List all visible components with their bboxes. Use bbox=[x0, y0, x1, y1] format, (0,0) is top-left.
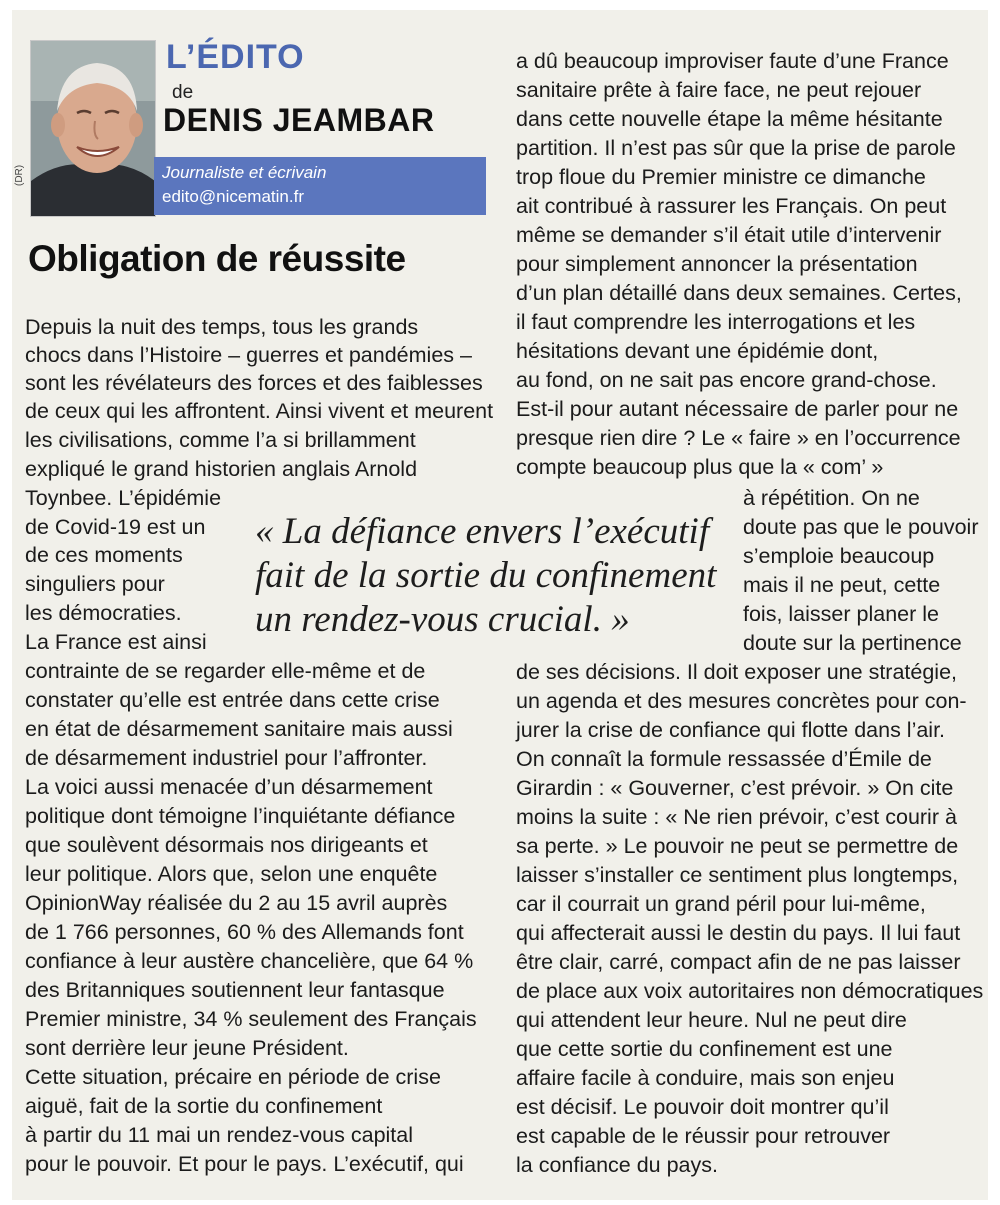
text-line: de ces moments bbox=[25, 543, 183, 567]
text-line: les démocraties. bbox=[25, 601, 182, 625]
text-line: que cette sortie du confinement est une bbox=[516, 1037, 893, 1061]
text-line: chocs dans l’Histoire – guerres et pandémies – bbox=[25, 343, 472, 367]
text-line: fois, laisser planer le bbox=[743, 602, 939, 626]
text-line: de Covid-19 est un bbox=[25, 515, 206, 539]
text-line: aiguë, fait de la sortie du confinement bbox=[25, 1094, 383, 1118]
text-line: sont derrière leur jeune Président. bbox=[25, 1036, 349, 1060]
text-line: qui attendent leur heure. Nul ne peut dire bbox=[516, 1008, 907, 1032]
text-line: d’un plan détaillé dans deux semaines. Certes, bbox=[516, 281, 962, 305]
text-line: est décisif. Le pouvoir doit montrer qu’il bbox=[516, 1095, 889, 1119]
section-kicker: L’ÉDITO bbox=[166, 38, 305, 76]
text-line: sont les révélateurs des forces et des faiblesses bbox=[25, 371, 483, 395]
pull-quote-line: « La défiance envers l’exécutif bbox=[255, 511, 710, 552]
text-line: pour le pouvoir. Et pour le pays. L’exécutif, qui bbox=[25, 1152, 464, 1176]
text-line: car il courrait un grand péril pour lui-même, bbox=[516, 892, 926, 916]
text-line: qui affecterait aussi le destin du pays. Il lui faut bbox=[516, 921, 961, 945]
text-line: un agenda et des mesures concrètes pour con- bbox=[516, 689, 967, 713]
text-line: de ses décisions. Il doit exposer une stratégie, bbox=[516, 660, 958, 684]
author-name: DENIS JEAMBAR bbox=[163, 102, 435, 138]
text-line: être clair, carré, compact afin de ne pas laisser bbox=[516, 950, 961, 974]
text-line: Depuis la nuit des temps, tous les grands bbox=[25, 315, 419, 339]
text-line: affaire facile à conduire, mais son enjeu bbox=[516, 1066, 895, 1090]
text-line: doute pas que le pouvoir bbox=[743, 515, 979, 539]
photo-credit: (DR) bbox=[14, 164, 25, 186]
text-line: des Britanniques soutiennent leur fantasque bbox=[25, 978, 445, 1002]
text-line: On connaît la formule ressassée d’Émile de bbox=[516, 747, 932, 771]
text-line: jurer la crise de confiance qui flotte dans l’air. bbox=[516, 718, 946, 742]
author-role: Journaliste et écrivain bbox=[162, 163, 327, 182]
text-line: confiance à leur austère chancelière, que 64 % bbox=[25, 949, 474, 973]
text-line: Toynbee. L’épidémie bbox=[25, 486, 222, 510]
author-photo bbox=[30, 40, 156, 217]
text-line: partition. Il n’est pas sûr que la prise de parole bbox=[516, 136, 956, 160]
text-line: sanitaire prête à faire face, ne peut rejouer bbox=[516, 78, 922, 102]
text-line: de désarmement industriel pour l’affronter. bbox=[25, 746, 428, 770]
text-line: de place aux voix autoritaires non démocratiques bbox=[516, 979, 984, 1003]
article-headline: Obligation de réussite bbox=[28, 238, 406, 279]
text-line: est capable de le réussir pour retrouver bbox=[516, 1124, 891, 1148]
text-line: a dû beaucoup improviser faute d’une France bbox=[516, 49, 949, 73]
text-line: moins la suite : « Ne rien prévoir, c’est courir à bbox=[516, 805, 957, 829]
text-line: à répétition. On ne bbox=[743, 486, 920, 510]
author-email: edito@nicematin.fr bbox=[162, 187, 304, 206]
text-line: de ceux qui les affrontent. Ainsi vivent et meurent bbox=[25, 399, 494, 423]
text-line: mais il ne peut, cette bbox=[743, 573, 941, 597]
text-line: il faut comprendre les interrogations et les bbox=[516, 310, 916, 334]
text-line: dans cette nouvelle étape la même hésitante bbox=[516, 107, 943, 131]
text-line: Est-il pour autant nécessaire de parler pour ne bbox=[516, 397, 959, 421]
text-line: ait contribué à rassurer les Français. On peut bbox=[516, 194, 947, 218]
text-line: presque rien dire ? Le « faire » en l’occurrence bbox=[516, 426, 961, 450]
text-line: singuliers pour bbox=[25, 572, 165, 596]
text-line: à partir du 11 mai un rendez-vous capital bbox=[25, 1123, 414, 1147]
text-line: même se demander s’il était utile d’intervenir bbox=[516, 223, 942, 247]
text-line: la confiance du pays. bbox=[516, 1153, 718, 1177]
text-line: sa perte. » Le pouvoir ne peut se permettre de bbox=[516, 834, 959, 858]
text-line: Premier ministre, 34 % seulement des Français bbox=[25, 1007, 477, 1031]
text-line: les civilisations, comme l’a si brillamment bbox=[25, 428, 416, 452]
text-line: constater qu’elle est entrée dans cette crise bbox=[25, 688, 440, 712]
text-line: leur politique. Alors que, selon une enquête bbox=[25, 862, 438, 886]
text-line: pour simplement annoncer la présentation bbox=[516, 252, 918, 276]
text-line: que soulèvent désormais nos dirigeants et bbox=[25, 833, 428, 857]
pull-quote-line: un rendez-vous crucial. » bbox=[255, 599, 630, 640]
text-line: La voici aussi menacée d’un désarmement bbox=[25, 775, 433, 799]
text-line: s’emploie beaucoup bbox=[743, 544, 935, 568]
text-line: hésitations devant une épidémie dont, bbox=[516, 339, 879, 363]
pull-quote-line: fait de la sortie du confinement bbox=[255, 555, 717, 596]
text-line: laisser s’installer ce sentiment plus longtemps, bbox=[516, 863, 959, 887]
text-line: La France est ainsi bbox=[25, 630, 207, 654]
text-line: compte beaucoup plus que la « com’ » bbox=[516, 455, 884, 479]
author-portrait-image bbox=[31, 41, 155, 216]
text-line: trop floue du Premier ministre ce dimanche bbox=[516, 165, 926, 189]
text-line: Girardin : « Gouverner, c’est prévoir. » On cite bbox=[516, 776, 954, 800]
text-line: OpinionWay réalisée du 2 au 15 avril auprès bbox=[25, 891, 448, 915]
byline-prefix: de bbox=[172, 82, 194, 103]
text-line: expliqué le grand historien anglais Arnold bbox=[25, 457, 418, 481]
text-line: contrainte de se regarder elle-même et de bbox=[25, 659, 426, 683]
text-line: Cette situation, précaire en période de crise bbox=[25, 1065, 441, 1089]
text-line: politique dont témoigne l’inquiétante défiance bbox=[25, 804, 456, 828]
text-line: de 1 766 personnes, 60 % des Allemands font bbox=[25, 920, 464, 944]
text-line: doute sur la pertinence bbox=[743, 631, 962, 655]
text-line: en état de désarmement sanitaire mais aussi bbox=[25, 717, 453, 741]
text-line: au fond, on ne sait pas encore grand-chose. bbox=[516, 368, 937, 392]
